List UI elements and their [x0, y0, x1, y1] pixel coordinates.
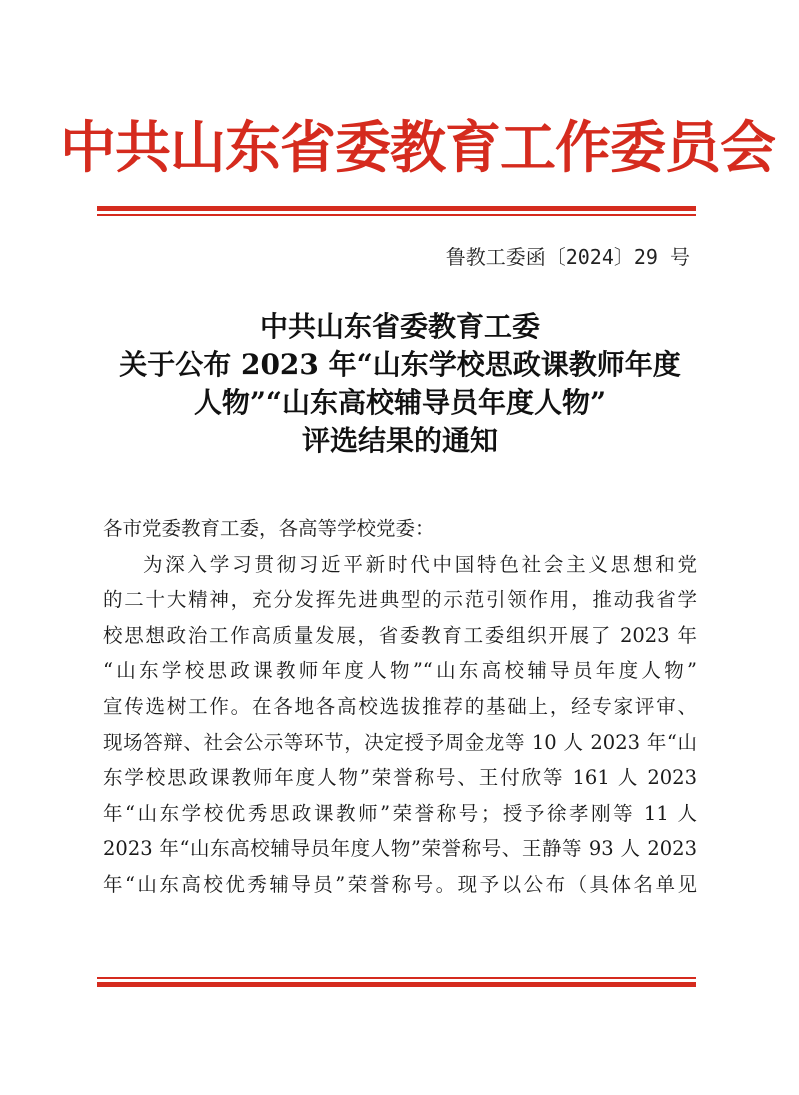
red-footer-rule-thin	[97, 977, 696, 979]
title-line: 人物”“山东高校辅导员年度人物”	[193, 386, 607, 419]
salutation: 各市党委教育工委，各高等学校党委：	[103, 517, 435, 540]
body-line: 东学校思政课教师年度人物”荣誉称号、王付欣等 161 人 2023	[103, 766, 697, 790]
body-line: 现场答辩、社会公示等环节，决定授予周金龙等 10 人 2023 年“山	[103, 730, 697, 754]
body-line: 年“山东学校优秀思政课教师”荣誉称号；授予徐孝刚等 11 人	[103, 801, 697, 825]
red-footer-rule-thick	[97, 982, 696, 987]
document-title	[90, 308, 710, 460]
body-line: 为深入学习贯彻习近平新时代中国特色社会主义思想和党	[143, 552, 697, 576]
document-number: 鲁教工委函〔2024〕29 号	[445, 245, 690, 269]
title-line: 评选结果的通知	[301, 424, 498, 457]
body-line: “山东学校思政课教师年度人物”“山东高校辅导员年度人物”	[103, 659, 697, 683]
document-body	[103, 511, 697, 903]
red-header-rule-thin	[97, 214, 696, 216]
body-line: 校思想政治工作高质量发展，省委教育工委组织开展了 2023 年	[103, 623, 697, 647]
body-line: 的二十大精神，充分发挥先进典型的示范引领作用，推动我省学	[103, 588, 697, 612]
title-line: 中共山东省委教育工委	[259, 310, 540, 343]
body-line: 年“山东高校优秀辅导员”荣誉称号。现予以公布（具体名单见	[103, 872, 697, 896]
title-line: 关于公布 2023 年“山东学校思政课教师年度	[119, 348, 681, 381]
body-line: 2023 年“山东高校辅导员年度人物”荣誉称号、王静等 93 人 2023	[103, 837, 697, 861]
red-header-rule-thick	[97, 206, 696, 211]
issuing-organization-header: 中共山东省委教育工作委员会	[60, 115, 775, 181]
body-line: 宣传选树工作。在各地各高校选拔推荐的基础上，经专家评审、	[103, 694, 697, 718]
